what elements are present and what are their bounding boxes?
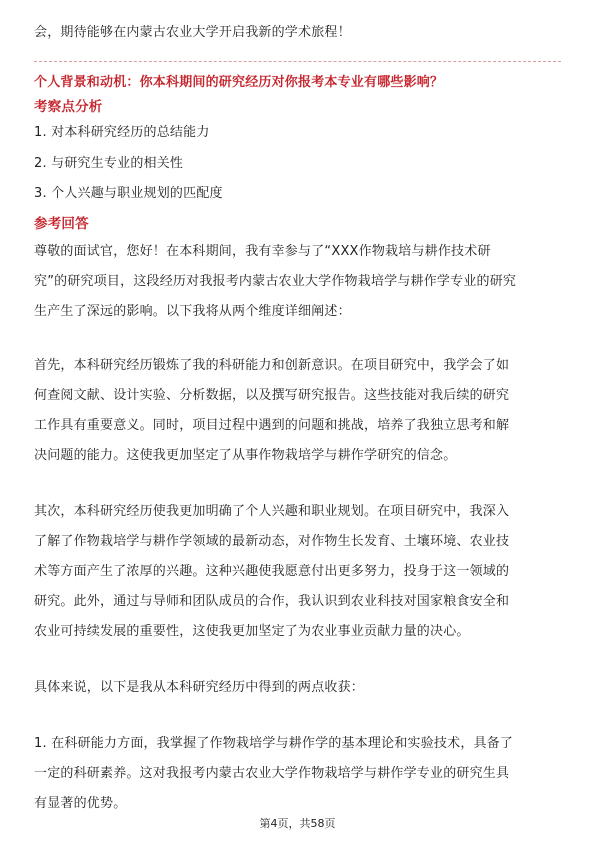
answer-paragraph-line: 何查阅文献、设计实验、分析数据，以及撰写研究报告。这些技能对我后续的研究	[34, 388, 510, 403]
answer-paragraph-line: 尊敬的面试官，您好！在本科期间，我有幸参与了“XXX作物栽培与耕作技术研	[34, 244, 491, 259]
answer-paragraph-line: 具体来说，以下是我从本科研究经历中得到的两点收获：	[34, 680, 365, 695]
analysis-point: 1. 对本科研究经历的总结能力	[34, 125, 210, 140]
analysis-heading: 考察点分析	[34, 99, 103, 115]
analysis-point: 2. 与研究生专业的相关性	[34, 156, 184, 171]
analysis-point: 3. 个人兴趣与职业规划的匹配度	[34, 186, 223, 201]
answer-paragraph-line: 一定的科研素养。这对我报考内蒙古农业大学作物栽培学与耕作学专业的研究生具	[34, 766, 510, 781]
answer-paragraph-line: 了解了作物栽培学与耕作学领域的最新动态，对作物生长发育、土壤环境、农业技	[34, 534, 510, 549]
answer-paragraph-line: 其次，本科研究经历使我更加明确了个人兴趣和职业规划。在项目研究中，我深入	[34, 504, 510, 519]
page-number-footer: 第4页，共58页	[259, 817, 336, 830]
answer-paragraph-line: 生产生了深远的影响。以下我将从两个维度详细阐述：	[34, 304, 351, 319]
answer-paragraph-line: 有显著的优势。	[34, 796, 127, 811]
answer-paragraph-line: 决问题的能力。这使我更加坚定了从事作物栽培学与耕作学研究的信念。	[34, 448, 457, 463]
section-divider	[34, 61, 561, 62]
intro-tail-text: 会，期待能够在内蒙古农业大学开启我新的学术旅程！	[34, 25, 351, 40]
answer-paragraph-line: 究”的研究项目，这段经历对我报考内蒙古农业大学作物栽培学与耕作学专业的研究	[34, 274, 517, 289]
answer-paragraph-line: 研究。此外，通过与导师和团队成员的合作，我认识到农业科技对国家粮食安全和	[34, 594, 510, 609]
answer-paragraph-line: 工作具有重要意义。同时，项目过程中遇到的问题和挑战，培养了我独立思考和解	[34, 418, 510, 433]
answer-heading: 参考回答	[34, 216, 89, 232]
answer-paragraph-line: 术等方面产生了浓厚的兴趣。这种兴趣使我愿意付出更多努力，投身于这一领域的	[34, 564, 510, 579]
answer-paragraph-line: 1. 在科研能力方面，我掌握了作物栽培学与耕作学的基本理论和实验技术，具备了	[34, 736, 514, 751]
answer-paragraph-line: 农业可持续发展的重要性，这使我更加坚定了为农业事业贡献力量的决心。	[34, 624, 470, 639]
question-heading: 个人背景和动机：你本科期间的研究经历对你报考本专业有哪些影响？	[34, 75, 444, 90]
answer-paragraph-line: 首先，本科研究经历锻炼了我的科研能力和创新意识。在项目研究中，我学会了如	[34, 358, 510, 373]
